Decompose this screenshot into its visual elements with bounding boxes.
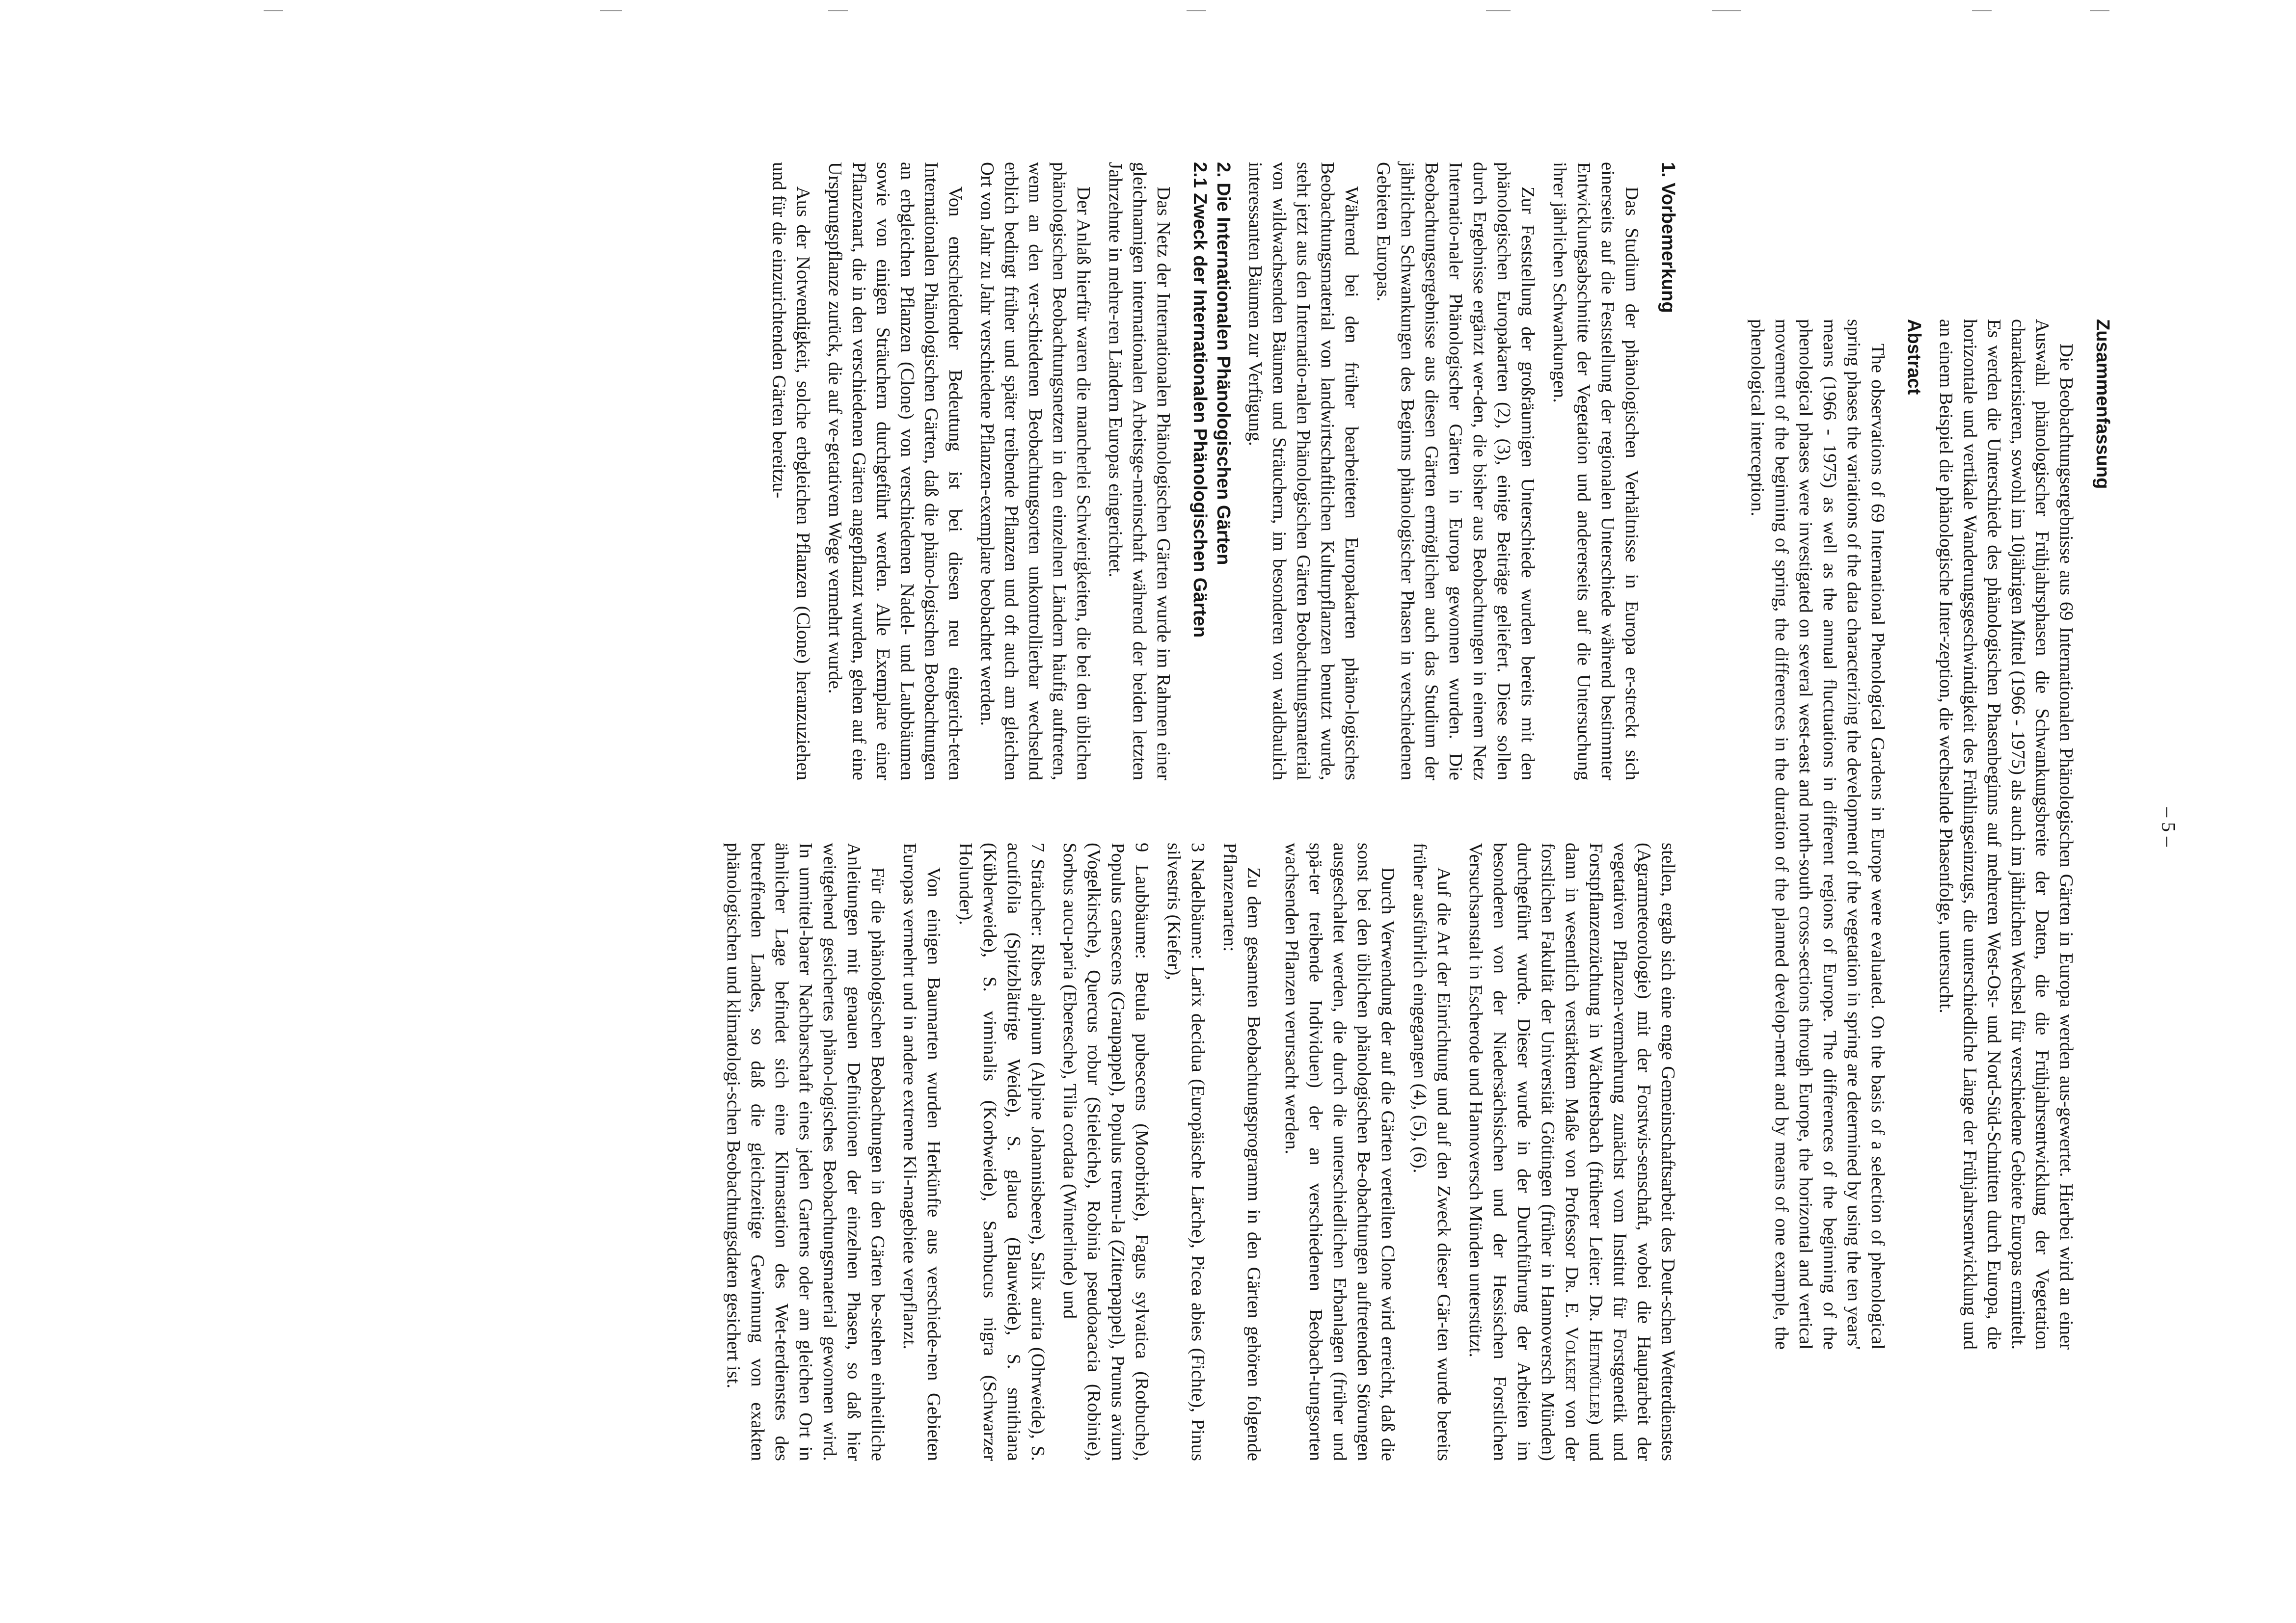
anleitungen-paragraph: Für die phänologischen Beobachtungen in den Gärten be-stehen einheitliche Anleitungen mit genauen Definitionen der einzelnen Phasen, so daß hier weitgehend gesichertes phäno-logisches Beobachtungsmaterial gewonnen wird. In unmittel-barer Nachbarschaft eines jeden Gartens oder am gleichen Ort in ähnlicher Lage befindet sich eine Klimastation des Wet-terdienstes des betreffenden Landes, so daß die gleichzeitige Gewinnung von exakten phänologischen und klimatologi-schen Beobachtungsdaten gesichert ist. xyxy=(723,843,888,1461)
gaerten-heading: 2. Die Internationalen Phänologischen Gärten xyxy=(1213,162,1234,565)
list-item-laubbaeume: 9 Laubbäume: Betula pubescens (Moorbirke), Fagus sylvatica (Rotbuche), Populus canescens (Graupappel), Populus tremu-la (Zitterpappel), Prunus avium (Vogelkirsche), Quercus robur (Stieleiche), Robinia pseudoacacia (Robinie), Sorbus aucu-paria (Eberesche), Tilia cordata (Winterlinde) und xyxy=(1059,843,1152,1461)
herkuenfte-paragraph: Von einigen Baumarten wurden Herkünfte aus verschiede-nen Gebieten Europas vermehrt und in andere extreme Kli-magebiete verpflanzt. xyxy=(899,843,944,1461)
einrichtung-paragraph: Auf die Art der Einrichtung und auf den Zweck dieser Gär-ten wurde bereits früher ausführlich eingegangen (4), (5), (6). xyxy=(1409,843,1454,1461)
plant-species-list xyxy=(953,843,1210,1461)
gaerten-paragraph-2: Der Anlaß hierfür waren die mancherlei Schwierigkeiten, die bei den üblichen phänologischen Beobachtungsnetzen in den einzelnen Ländern häufig auftreten, wenn an den ver-schiedenen Beobachtungsorten unkontrollierbar wechselnd erblich bedingt früher und später treibende Pflanzen und oft auch am gleichen Ort von Jahr zu Jahr verschiedene Pflanzen-exemplare beobachtet werden. xyxy=(977,162,1094,780)
programm-paragraph: Zu dem gesamten Beobachtungsprogramm in den Gärten gehören folgende Pflanzenarten: xyxy=(1219,843,1264,1461)
gaerten-paragraph-1: Das Netz der Internationalen Phänologischen Gärten wurde im Rahmen einer gleichnamigen internationalen Arbeitsge-meinschaft während der beiden letzten Jahrzehnte in mehre-ren Ländern Europas eingerichtet. xyxy=(1105,162,1174,780)
abstract-heading: Abstract xyxy=(1904,319,1924,395)
right-column xyxy=(713,843,1680,1461)
continuation-text-b: ) und dann in wesentlich verstärktem Maße von Professor xyxy=(1562,843,1606,1462)
person-name-heitmueller: Dr. Heitmüller xyxy=(1586,1294,1606,1419)
person-name-volkert: Dr. E. Volkert xyxy=(1562,1266,1582,1392)
abstract-text: The observations of 69 International Phenological Gardens in Europe were evaluated. On the basis of a selection of phenological spring phases the variations of the data characterizing the development of the vegetation in spring are determined by using the ten years' means (1966 - 1975) as well as the annual fluctuations in different regions of Europe. The differences of the beginning of the phenological phases were investigated on several west-east and north-south cross-sections through Europe, the horizontal and vertical movement of the beginning of spring, the differences in the duration of the planned develop-ment and by means of one example, the phenological interception. xyxy=(1747,319,1888,1350)
left-column xyxy=(759,162,1680,780)
vorbemerkung-paragraph-1: Das Studium der phänologischen Verhältnisse in Europa er-streckt sich einerseits auf die Feststellung der regionalen Unterschiede während bestimmter Entwicklungsabschnitte der Vegetation und andererseits auf die Untersuchung ihrer jährlichen Schwankungen. xyxy=(1549,162,1642,780)
continuation-text-c: von der forstlichen Fakultät der Universität Göttingen (früher in Hannoversch Münden) durchgeführt wurde. Dieser wurde in der Durchführung der Arbeiten im besonderen von der Niedersächsischen und der Hessischen Forstlichen Versuchsanstalt in Escherode und Hannoversch Münden unterstützt. xyxy=(1465,843,1582,1462)
list-item-nadelbaeume: 3 Nadelbäume: Larix decidua (Europäische Lärche), Picea abies (Fichte), Pinus silvestris (Kiefer), xyxy=(1163,843,1208,1461)
gaerten-paragraph-3: Von entscheidender Bedeutung ist bei diesen neu eingerich-teten Internationalen Phänologischen Gärten, daß die phäno-logischen Beobachtungen an erbgleichen Pflanzen (Clone) von verschiedenen Nadel- und Laubbäumen sowie von einigen Sträuchern durchgeführt werden. Alle Exemplare einer Pflanzenart, die in den verschiedenen Gärten angepflanzt wurden, gehen auf eine Ursprungspflanze zurück, die auf ve-getativem Wege vermehrt wurde. xyxy=(825,162,966,780)
zusammenfassung-text: Die Beobachtungsergebnisse aus 69 Internationalen Phänologischen Gärten in Europa werden aus-gewertet. Hierbei wird an einer Auswahl phänologischer Frühjahrsphasen die Schwankungsbreite der Daten, die die Frühjahrsentwicklung der Vegetation charakterisieren, sowohl im 10jährigen Mittel (1966 - 1975) als auch im jährlichen Wechsel für verschiedene Gebiete Europas ermittelt. Es werden die Unterschiede des phänologischen Phasenbeginns auf mehreren West-Ost- und Nord-Süd-Schnitten durch Europa, die horizontale und vertikale Wanderungsgeschwindigkeit des Frühlingseinzugs, die unterschiedliche Länge der Frühjahrsentwicklung und an einem Beispiel die phänologische Inter-zeption, die wechselnde Phasenfolge, untersucht. xyxy=(1936,319,2077,1350)
vorbemerkung-paragraph-2: Zur Feststellung der großräumigen Unterschiede wurden bereits mit den phänologischen Europakarten (2), (3), einige Beiträge geliefert. Diese sollen durch Ergebnisse ergänzt wer-den, die bisher aus Beobachtungen in einem Netz Internatio-naler Phänologischer Gärten in Europa gewonnen wurden. Die Beobachtungsergebnisse aus diesen Gärten ermöglichen auch das Studium der jährlichen Schwankungen des Beginns phänologischer Phasen in verschiedenen Gebieten Europas. xyxy=(1373,162,1538,780)
vorbemerkung-paragraph-3: Während bei den früher bearbeiteten Europakarten phäno-logisches Beobachtungsmaterial von landwirtschaftlichen Kulturpflanzen benutzt wurde, steht jetzt aus den Internatio-nalen Phänologischen Gärten Beobachtungsmaterial von wildwachsenden Bäumen und Sträuchern, im besonderen von waldbaulich interessanten Bäumen zur Verfügung. xyxy=(1245,162,1362,780)
clone-paragraph: Durch Verwendung der auf die Gärten verteilten Clone wird erreicht, daß die sonst bei den üblichen phänologischen Be-obachtungen auftretenden Störungen ausgeschaltet werden, die durch die unterschiedlichen Erbanlagen (früher und spä-ter treibende Individuen) der an verschiedenen Beobach-tungsorten wachsenden Pflanzen verursacht werden. xyxy=(1281,843,1398,1461)
vorbemerkung-heading: 1. Vorbemerkung xyxy=(1658,162,1678,313)
zweck-heading: 2.1 Zweck der Internationalen Phänologischen Gärten xyxy=(1189,162,1210,638)
list-item-straeucher: 7 Sträucher: Ribes alpinum (Alpine Johannisbeere), Salix aurita (Ohrweide), S. acutifolia (Spitzblättrige Weide), S. glauca (Blauweide), S. smithiana (Küblerweide), S. viminalis (Korbweide), Sambucus nigra (Schwarzer Holunder). xyxy=(955,843,1048,1461)
continuation-text-a: stellen, ergab sich eine enge Gemeinschaftsarbeit des Deut-schen Wetterdienstes (Agrarmeteorologie) mit der Forstwis-senschaft, wobei die Hauptarbeit der vegetativen Pflanzen-vermehrung zunächst vom Institut für Forstgenetik und Forstpflanzenzüchtung in Wächtersbach (früherer Leiter: xyxy=(1586,843,1678,1461)
zusammenfassung-heading: Zusammenfassung xyxy=(2092,319,2113,489)
page-number: – 5 – xyxy=(2158,807,2180,847)
scan-edge-marks xyxy=(0,0,2296,69)
continuation-paragraph xyxy=(1463,843,1680,1461)
gaerten-paragraph-4: Aus der Notwendigkeit, solche erbgleichen Pflanzen (Clone) heranzuziehen und für die einzurichtenden Gärten bereitzu- xyxy=(769,162,813,780)
summary-block xyxy=(1737,319,2114,1350)
